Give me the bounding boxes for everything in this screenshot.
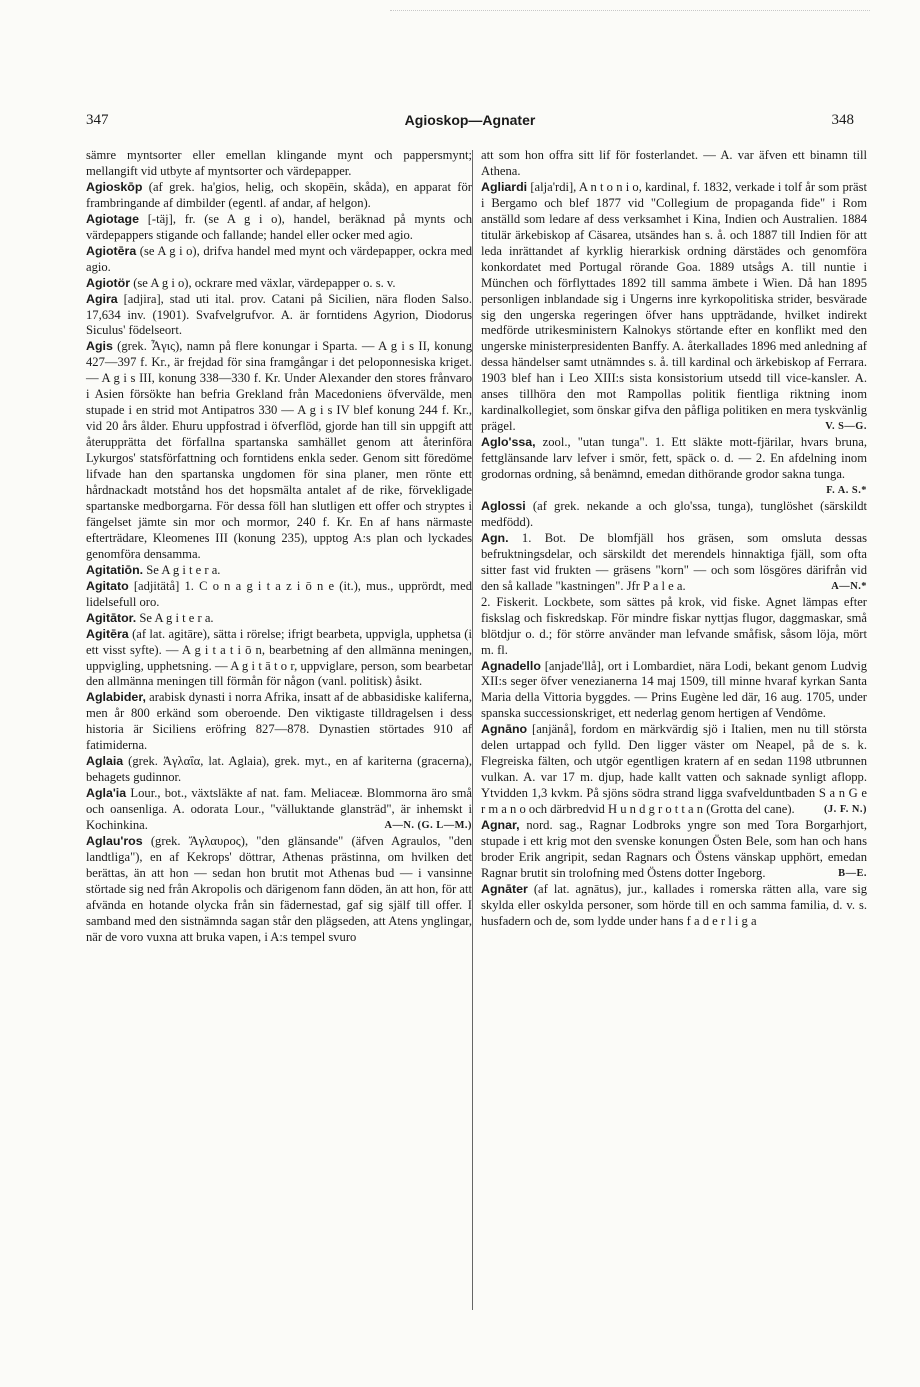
entry (481, 435, 867, 499)
entry (481, 659, 867, 723)
entry-text: 2. Fiskerit. Lockbete, som sättes på krok, vid fiske. Agnet lämpas efter fiskslag och fiskredskap. För mindre fiskar nyttjas flugor, daggmaskar, små blötdjur o. d.; för större använder man lefvande småfisk, såsom löja, mört m. fl. (481, 594, 867, 657)
entry-headword: Agiotage (86, 211, 140, 226)
entry-headword: Agitato (86, 578, 129, 593)
author-signature: B—E. (838, 867, 867, 879)
entry-text: (grek. Ἀγλαΐα, lat. Aglaia), grek. myt., en af kariterna (gracerna), behagets gudinnor. (86, 754, 472, 785)
entry (481, 180, 867, 435)
entry (86, 579, 472, 611)
page-number-right: 348 (831, 112, 854, 128)
entry (86, 690, 472, 754)
entry (481, 148, 867, 180)
entry-text: (af grek. ha'gios, helig, och skopēin, skåda), en apparat för frambringande af dimbilder (egentl. af andar, af helgon). (86, 179, 472, 210)
entry (481, 722, 867, 818)
entry (481, 882, 867, 930)
entry (86, 834, 472, 946)
entry-headword: Agitātor. (86, 610, 137, 625)
entry-headword: Agnadello (481, 658, 541, 673)
entry (86, 292, 472, 340)
entry (86, 786, 472, 834)
page-number-left: 347 (86, 112, 109, 128)
entry (86, 276, 472, 292)
entry-headword: Agitēra (86, 626, 129, 641)
entry-headword: Agiotēra (86, 243, 137, 258)
entry-text: Se A g i t e r a. (143, 562, 221, 577)
author-signature: A—N.* (831, 580, 867, 592)
entry (86, 627, 472, 691)
entry-text: (se A g i o), ockrare med växlar, värdepapper o. s. v. (130, 275, 396, 290)
page-header (86, 112, 854, 136)
entry-text: sämre myntsorter eller emellan klingande mynt och pappersmynt; mellangift vid utbyte af myntsorter och värdepapper. (86, 148, 472, 178)
entry-headword: Aglo'ssa, (481, 435, 536, 450)
entry-text: [adjitätå] 1. C o n a g i t a z i ō n e (it.), mus., upprördt, med lidelsefull oro. (86, 578, 472, 609)
entry-text: Lour., bot., växtsläkte af nat. fam. Meliaceæ. Blommorna äro små och oansenliga. A. odorata Lour., "välluktande glansträd", är inhemskt i Kochinkina. (86, 786, 472, 833)
entry-text: att som hon offra sitt lif för fosterlandet. — A. var äfven ett binamn till Athena. (481, 148, 867, 178)
entry (86, 611, 472, 627)
entry-headword: Aglossi (481, 498, 526, 513)
entry-headword: Agn. (481, 530, 509, 545)
entry (86, 244, 472, 276)
entry-headword: Agliardi (481, 179, 528, 194)
entry-headword: Agla'ia (86, 786, 127, 801)
entry (86, 754, 472, 786)
column-divider (472, 150, 473, 1310)
entry (481, 531, 867, 595)
entry-text: (af lat. agitāre), sätta i rörelse; ifrigt bearbeta, uppvigla, upphetsa (i ett visst syfte). — A g i t a t i ō n, bearbetning af den allmänna meningen, uppvigling, upphetsning. — A g i t ā t o r, uppviglare, person, som bearbetar den allmänna meningen till förmån för någon (vanl. politisk) åsikt. (86, 626, 472, 689)
entry (86, 212, 472, 244)
entry-text: zool., "utan tunga". 1. Ett släkte mott-fjärilar, hvars bruna, fettglänsande larv lefver i smör, fett, späck o. d. — 2. En afdelning inom grodornas ordning, så benämnd, emedan dithörande grodor sakna tunga. (481, 435, 867, 482)
entry-headword: Aglabider, (86, 690, 146, 705)
running-title: Agioskop—Agnater (404, 112, 536, 128)
entry (481, 499, 867, 531)
scan-artifact-line (390, 10, 870, 12)
entry-headword: Agnar, (481, 818, 520, 833)
entry-headword: Agnāter (481, 881, 528, 896)
entry-headword: Agnāno (481, 722, 528, 737)
entry-text: [-täj], fr. (se A g i o), handel, beräknad på mynts och värdepappers stigande och fallande; handel eller ocker med agio. (86, 211, 472, 242)
right-column (481, 148, 867, 930)
entry-headword: Agis (86, 339, 113, 354)
entry-text: 1. Bot. De blomfjäll hos gräsen, som omsluta dessas befruktningsdelar, och särskildt det merendels hinnaktiga fjäll, som ofta sitter fast vid frukten — gräsens "korn" — och som lösgöres därifrån vid den så kallade "kastningen". Jfr P a l e a. (481, 530, 867, 593)
entry (481, 818, 867, 882)
entry-text: [adjira], stad uti ital. prov. Catani på Sicilien, nära floden Salso. 17,634 inv. (1901). Svafvelgrufvor. A. är forntidens Agyrion, Diodorus Siculus' födelseort. (86, 291, 472, 338)
entry-text: [anjade'llå], ort i Lombardiet, nära Lodi, bekant genom Ludvig XII:s seger öfver venezianerna 14 maj 1509, till minne hvaraf kyrkan Santa Maria della Vittoria byggdes. — Prins Eugène led där, 16 aug. 1705, under spanska successionskriget, ett nederlag genom hertigen af Vendôme. (481, 658, 867, 721)
author-signature: F. A. S.* (826, 485, 867, 497)
author-signature: A—N. (G. L—M.) (384, 820, 472, 832)
entry-text: nord. sag., Ragnar Lodbroks yngre son med Tora Borgarhjort, stupade i ett krig mot den svenske konungen Östen Bele, som han och hans broder Erik angripit, sedan Ragnars och Östens vänskap upphört, emedan Ragnar brutit sin trolofning med Östens dotter Ingeborg. (481, 818, 867, 880)
author-signature: (J. F. N.) (823, 804, 867, 816)
entry (86, 563, 472, 579)
entry (86, 339, 472, 562)
entry-headword: Aglaia (86, 754, 124, 769)
entry-text: Se A g i t e r a. (136, 610, 214, 625)
entry-text: [anjänå], fordom en märkvärdig sjö i Italien, men nu till största delen urtappad och fylld. Den ligger väster om Neapel, på de s. k. Flegreiska fälten, och utgör egentligen kratern af en sedan 1198 utbrunnen vulkan. A. var 17 m. djup, hade kallt vatten och saknade synligt aflopp. Ytvidden 1,3 kvkm. På sjöns södra strand ligga svafvelduntbaden S a n G e r m a n o och därbredvid H u n d g r o t t a n (Grotta del cane). (481, 722, 867, 817)
entry-text: (grek. Ἄγλαυρος), "den glänsande" (äfven Agraulos, "den landtliga"), en af Kekrops' döttrar, Athenas prästinna, om hvilken det berättas, än att hon — sedan hon brutit mot Athenas bud — i vansinne störtade sig ned från Akropolis och därigenom fann döden, än att hon, för att afvända en hotande olycka från sin fädernestad, gaf sig själf till offer. I samband med den sistnämnda sagan står den plägseden, att Atens ynglingar, när de voro vuxna att bruka vapen, i A:s tempel svuro (86, 833, 472, 944)
entry-headword: Aglau'ros (86, 833, 143, 848)
entry-text: (grek. Ἆγις), namn på flere konungar i Sparta. — A g i s II, konung 427—397 f. Kr., är frejdad för sina framgångar i det peloponnesiska kriget. — A g i s III, konung 338—330 f. Kr. Under Alexander den stores frånvaro i Asien försökte han befria Grekland från Macedoniens öfvervälde, men stupade i en strid mot Antipatros 330 — A g i s IV blef konung 244 f. Kr., vid 20 års ålder. Ehuru uppfostrad i öfverflöd, gjorde han till sin uppgift att återupprätta det förfallna spartanska samhället genom att återinföra Lykurgos' statsförfattning och forntidens enkla seder. Genom sitt föredöme lifvade han den spartanska ungdomen för sina planer, men rönte ett hårdnackadt motstånd hos det hopsmälta antalet af de rike, förvekligade spartanske medborgarna. För dessa föll han slutligen ett offer och stryptes i fängelset jämte sin mor och mormor, 240 f. Kr. En af hans närmaste efterträdare, Kleomenes III (konung 235), upptog A:s plan och lyckades genomföra densamma. (86, 339, 472, 561)
author-signature: V. S—G. (825, 421, 867, 433)
entry-text: (af lat. agnātus), jur., kallades i romerska rätten alla, vare sig skylda eller oskylda personer, som hörde till en och samma familia, d. v. s. husfadern och de, som lydde under hans f a d e r l i g a (481, 881, 867, 928)
entry-headword: Agiotör (86, 275, 131, 290)
entry-text: (se A g i o), drifva handel med mynt och värdepapper, ockra med agio. (86, 243, 472, 274)
entry (86, 148, 472, 180)
entry-headword: Agitatiōn. (86, 562, 144, 577)
entry (86, 180, 472, 212)
entry (481, 595, 867, 659)
entry-text: (af grek. nekande a och glo'ssa, tunga), tunglöshet (särskildt medfödd). (481, 498, 867, 529)
left-column (86, 148, 472, 946)
entry-text: arabisk dynasti i norra Afrika, insatt af de abbasidiske kaliferna, men år 800 erkänd som oberoende. Den viktigaste tilldragelsen i dess historia är Siciliens eröfring 827—878. Dynastien störtades 910 af fatimiderna. (86, 690, 472, 753)
entry-headword: Agira (86, 291, 118, 306)
entry-text: [alja'rdi], A n t o n i o, kardinal, f. 1832, verkade i tolf år som präst i Bergamo och blef 1877 vid "Collegium de propaganda fide" i Rom anställd som ledare af dess verksamhet i Kina, Indien och Australien. 1884 titulär ärkebiskop af Cäsarea, utsändes han s. å. och 1887 till Indien för att leda inrättandet af kyrklig hierarkisk ordning därstädes och genomföra konkordatet med Portugal rörande Goa. 1889 utsågs A. till nuntie i München och förflyttades 1892 till samma ämbete i Wien. Då han 1895 personligen inblandade sig i Ungerns inre kyrkopolitiska strider, besvärade sig den ungerska regeringen öfver hans uppträdande, hvilket indirekt medförde utrikesministern Kalnokys störtande efter en konflikt med den ungerske ministerpresidenten Banffy. A. återkallades 1896 med anledning af dessa händelser samt utnämndes s. å. till kardinal och ärkebiskop af Ferrara. 1903 blef han i Leo XIII:s sista konsistorium utsedd till vice-kansler. A. anses tillhöra den mot Rampollas politik fientliga riktning inom kardinalkollegiet, som önskar gifva den påfliga politiken en mera tyskvänlig prägel. (481, 179, 867, 434)
entry-headword: Agioskōp (86, 179, 143, 194)
